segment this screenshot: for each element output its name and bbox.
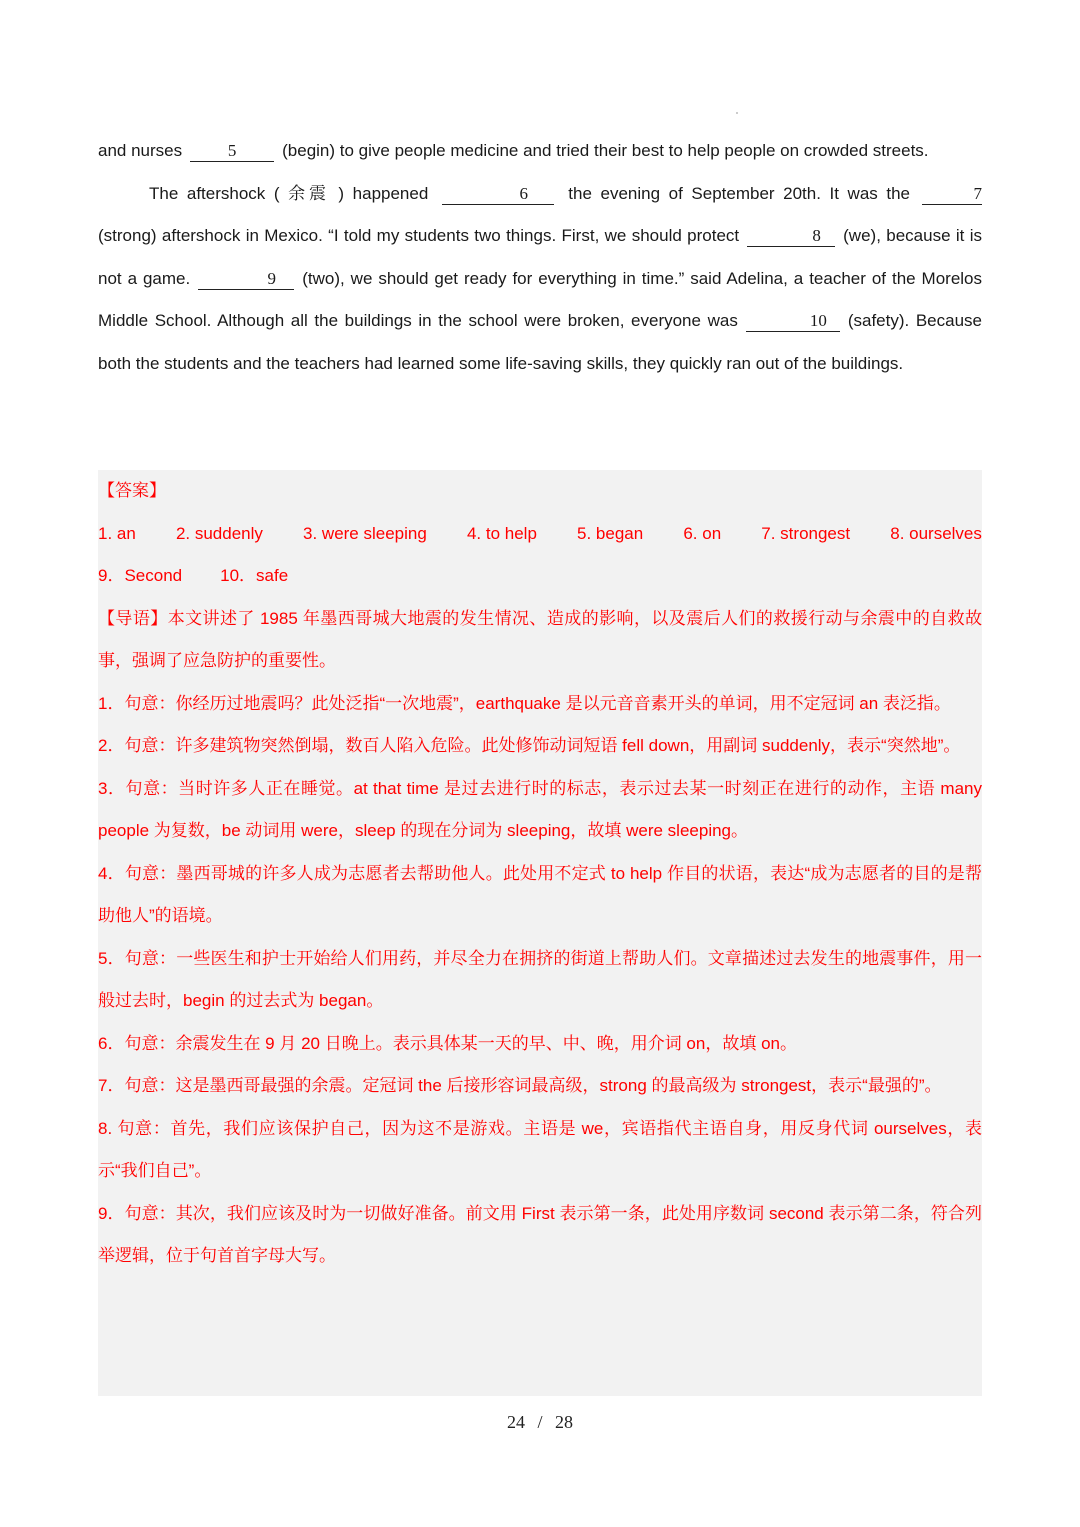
passage-text: and nurses [98, 141, 183, 160]
answer-item: 8. ourselves [890, 523, 982, 543]
answer-item: 6. on [683, 523, 722, 543]
explanation-7: 7．句意：这是墨西哥最强的余震。定冠词 the 后接形容词最高级，strong 的最高级为 strongest，表示“最强的”。 [98, 1076, 942, 1095]
blank-5: 5 [190, 141, 274, 162]
answer-key-row-2 [98, 555, 982, 598]
passage-text: (safety). Because both the students and the teachers had learned some life-saving skills, they quickly ran out of the buildings. [98, 311, 983, 373]
passage-text: (two), we should get ready for everything in time.” said Adelina, a teacher of the Morelos Middle School. Although all the buildings in the school were broken, everyone was [98, 268, 983, 330]
intro-paragraph: 【导语】本文讲述了 1985 年墨西哥城大地震的发生情况、造成的影响，以及震后人们的救援行动与余震中的自救故事，强调了应急防护的重要性。 [98, 608, 982, 670]
blank-7: 7 [922, 184, 982, 205]
total-pages: 28 [555, 1412, 573, 1432]
page-separator: / [537, 1412, 543, 1432]
passage-text: (strong) aftershock in Mexico. “I told my students two things. First, we should protect [98, 226, 740, 245]
blank-10: 10 [746, 311, 840, 332]
answer-item: 1. an [98, 523, 136, 543]
answer-content [98, 470, 982, 1278]
answer-item: 9．Second [98, 566, 183, 585]
explanation-9: 9．句意：其次，我们应该及时为一切做好准备。前文用 First 表示第一条，此处用序数词 second 表示第二条，符合列举逻辑，位于句首首字母大写。 [98, 1203, 982, 1265]
explanation-6: 6．句意：余震发生在 9 月 20 日晚上。表示具体某一天的早、中、晚，用介词 on，故填 on。 [98, 1033, 797, 1053]
explanation-5: 5．句意：一些医生和护士开始给人们用药，并尽全力在拥挤的街道上帮助人们。文章描述过去发生的地震事件，用一般过去时，begin 的过去式为 began。 [98, 948, 982, 1010]
answer-item: 10．safe [220, 566, 289, 585]
passage-text: (begin) to give people medicine and tried their best to help people on crowded streets. [282, 141, 929, 160]
explanation-1: 1．句意：你经历过地震吗？此处泛指“一次地震”，earthquake 是以元音音素开头的单词，用不定冠词 an 表泛指。 [98, 693, 951, 713]
answer-item: 3. were sleeping [303, 523, 427, 543]
answer-header: 【答案】 [98, 481, 166, 500]
cloze-passage [98, 130, 982, 385]
explanation-3: 3．句意：当时许多人正在睡觉。at that time 是过去进行时的标志，表示过去某一时刻正在进行的动作，主语 many people 为复数，be 动词用 were，sleep 的现在分词为 sleeping，故填 were sleeping。 [98, 778, 982, 840]
answer-item: 2. suddenly [175, 523, 263, 543]
answer-item: 5. began [577, 523, 644, 543]
current-page: 24 [506, 1412, 525, 1432]
scan-speck [736, 112, 738, 114]
passage-text: (we), because it is not a game. [98, 226, 983, 288]
explanation-2: 2．句意：许多建筑物突然倒塌，数百人陷入危险。此处修饰动词短语 fell down，用副词 suddenly，表示“突然地”。 [98, 736, 961, 755]
answer-item: 4. to help [466, 523, 537, 543]
page-number [0, 1412, 1080, 1433]
answer-item: 7. strongest [761, 523, 851, 543]
passage-paragraph-2 [98, 173, 982, 386]
blank-8: 8 [747, 226, 835, 247]
answer-section [98, 470, 982, 1396]
passage-text: the evening of September 20th. It was the [568, 183, 910, 203]
blank-6: 6 [442, 184, 554, 205]
answer-key-row-1 [98, 513, 982, 556]
passage-text: The aftershock ( 余震 ) happened [149, 183, 429, 203]
explanation-4: 4．句意：墨西哥城的许多人成为志愿者去帮助他人。此处用不定式 to help 作目的状语，表达“成为志愿者的目的是帮助他人”的语境。 [98, 863, 982, 925]
passage-line-1 [98, 130, 982, 173]
blank-9: 9 [198, 269, 294, 290]
explanation-8: 8. 句意：首先，我们应该保护自己，因为这不是游戏。主语是 we，宾语指代主语自身，用反身代词 ourselves，表示“我们自己”。 [98, 1118, 982, 1180]
